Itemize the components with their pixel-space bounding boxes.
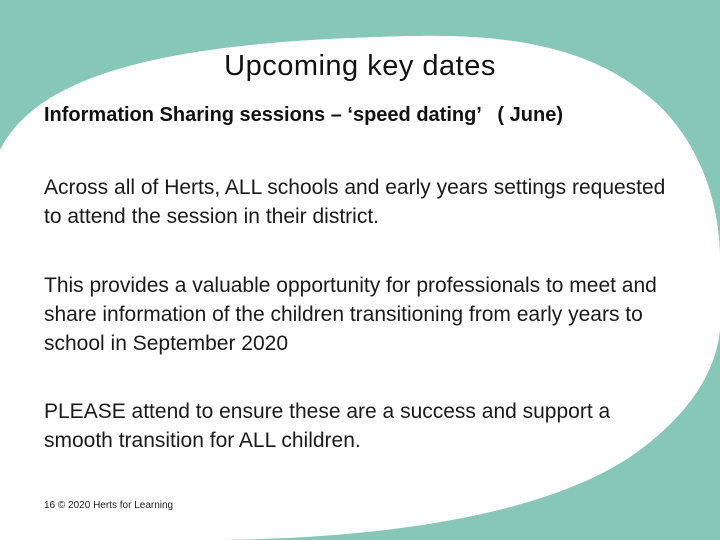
slide-title: Upcoming key dates: [224, 50, 496, 82]
paragraph-call-to-action: PLEASE attend to ensure these are a success and support a smooth transition for ALL children.: [44, 400, 611, 452]
paragraph-attendance: Across all of Herts, ALL schools and early years settings requested to attend the session in their district.: [44, 176, 666, 228]
paragraph-opportunity: This provides a valuable opportunity for professionals to meet and share information of the children transitioning from early years to school in September 2020: [44, 274, 657, 355]
slide-subtitle: Information Sharing sessions – ‘speed dating’ ( June): [44, 104, 563, 126]
slide-footer: 16 © 2020 Herts for Learning: [44, 500, 174, 511]
